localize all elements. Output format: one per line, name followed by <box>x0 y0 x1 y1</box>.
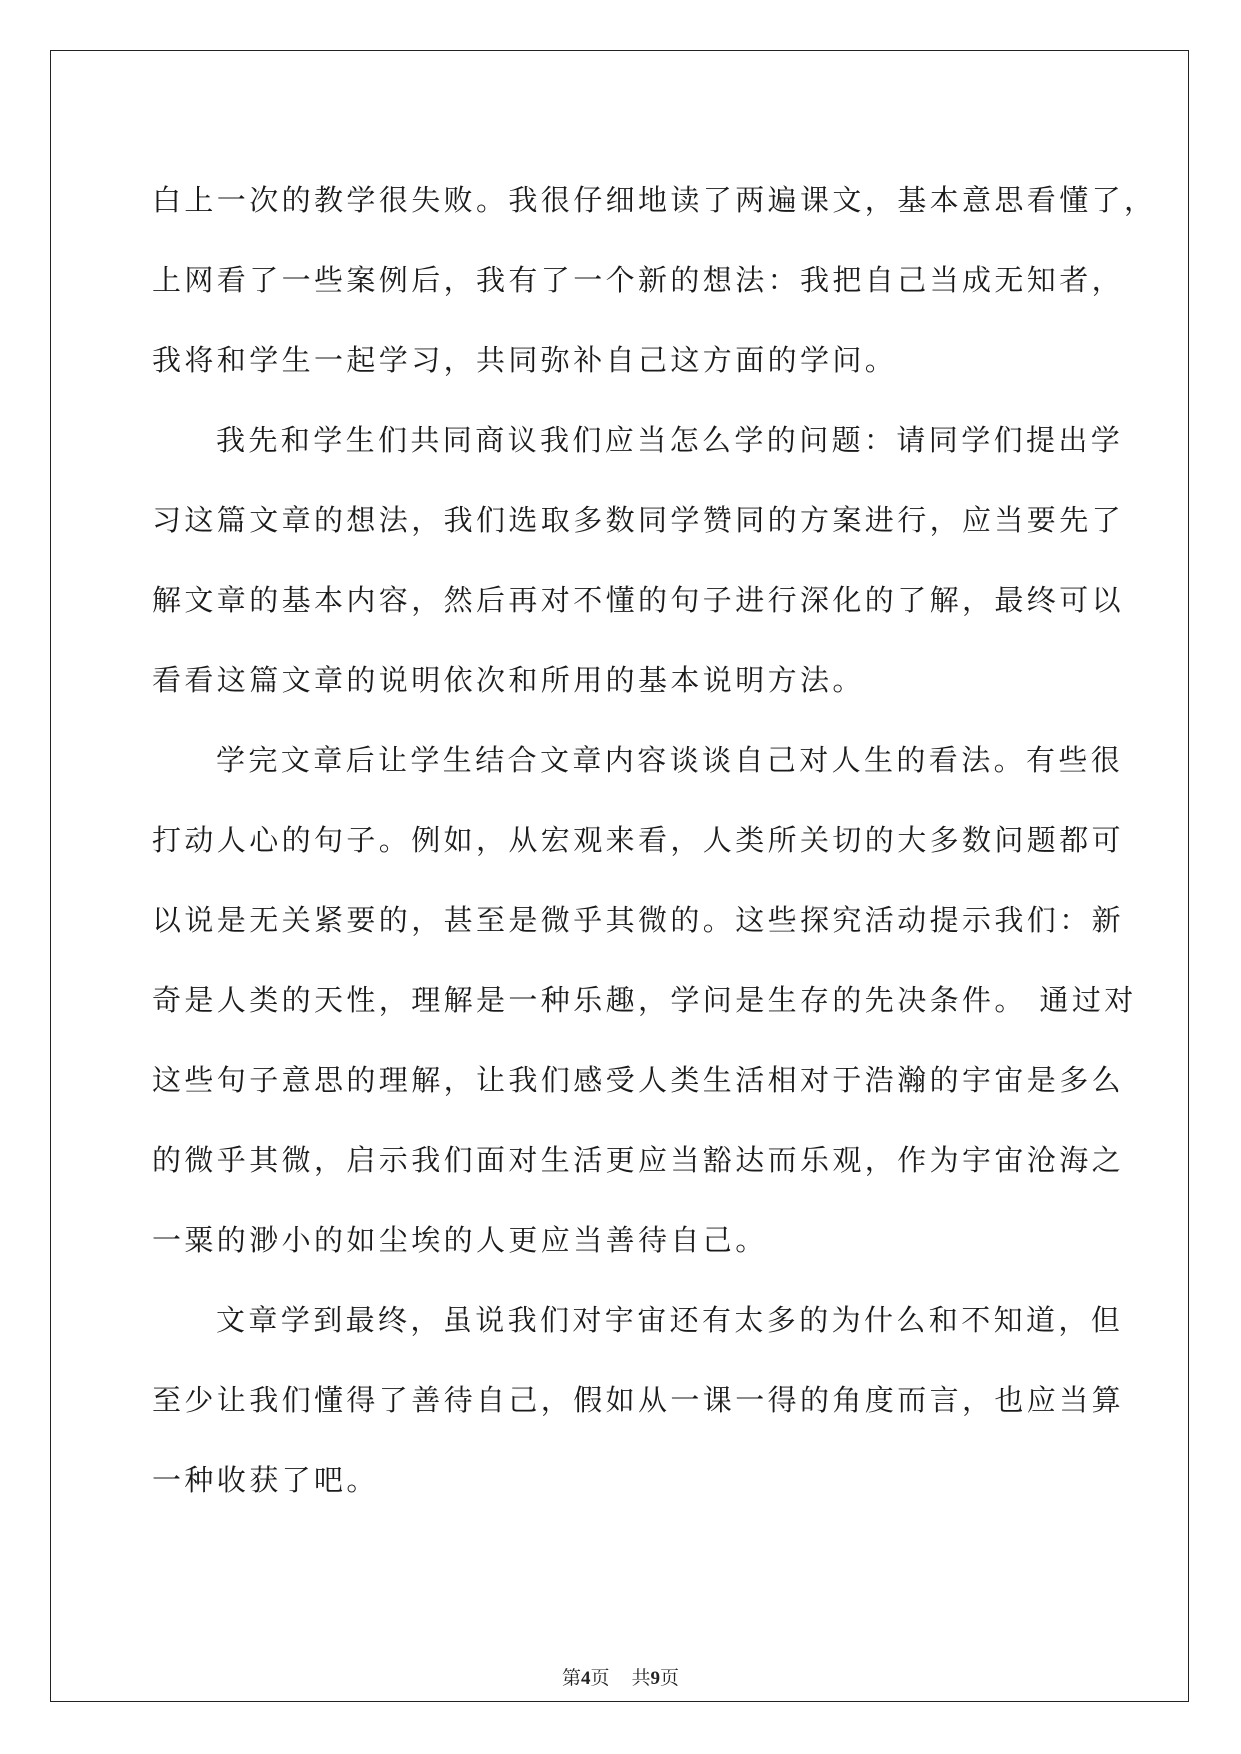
text-line: 上网看了一些案例后，我有了一个新的想法：我把自己当成无知者， <box>152 263 1125 297</box>
page-footer <box>0 1663 1241 1690</box>
document-body <box>152 160 1157 1520</box>
text-line: 打动人心的句子。例如，从宏观来看，人类所关切的大多数问题都可 <box>152 823 1125 857</box>
text-line: 我将和学生一起学习，共同弥补自己这方面的学问。 <box>152 343 898 377</box>
page-prefix: 第 <box>561 1668 581 1689</box>
text-line: 奇是人类的天性，理解是一种乐趣，学问是生存的先决条件。 通过对 <box>152 983 1137 1017</box>
text-line: 至少让我们懂得了善待自己，假如从一课一得的角度而言，也应当算 <box>152 1383 1125 1417</box>
text-line: 以说是无关紧要的，甚至是微乎其微的。这些探究活动提示我们：新 <box>152 903 1125 937</box>
text-line: 一粟的渺小的如尘埃的人更应当善待自己。 <box>152 1223 768 1257</box>
total-suffix: 页 <box>660 1668 680 1689</box>
text-line: 这些句子意思的理解，让我们感受人类生活相对于浩瀚的宇宙是多么 <box>152 1063 1125 1097</box>
text-line: 看看这篇文章的说明依次和所用的基本说明方法。 <box>152 663 865 697</box>
paragraph-first-line: 我先和学生们共同商议我们应当怎么学的问题：请同学们提出学 <box>216 423 1124 457</box>
total-prefix: 共 <box>631 1668 651 1689</box>
paragraph-first-line: 文章学到最终，虽说我们对宇宙还有太多的为什么和不知道，但 <box>216 1303 1124 1337</box>
text-line: 解文章的基本内容，然后再对不懂的句子进行深化的了解，最终可以 <box>152 583 1125 617</box>
text-line: 白上一次的教学很失败。我很仔细地读了两遍课文，基本意思看懂了， <box>152 183 1157 217</box>
text-line: 的微乎其微，启示我们面对生活更应当豁达而乐观，作为宇宙沧海之 <box>152 1143 1125 1177</box>
paragraph-first-line: 学完文章后让学生结合文章内容谈谈自己对人生的看法。有些很 <box>216 743 1124 777</box>
text-line: 一种收获了吧。 <box>152 1463 379 1497</box>
page-number: 4 <box>580 1668 591 1689</box>
total-pages: 9 <box>650 1668 661 1689</box>
text-line: 习这篇文章的想法，我们选取多数同学赞同的方案进行，应当要先了 <box>152 503 1125 537</box>
page-suffix: 页 <box>590 1668 610 1689</box>
